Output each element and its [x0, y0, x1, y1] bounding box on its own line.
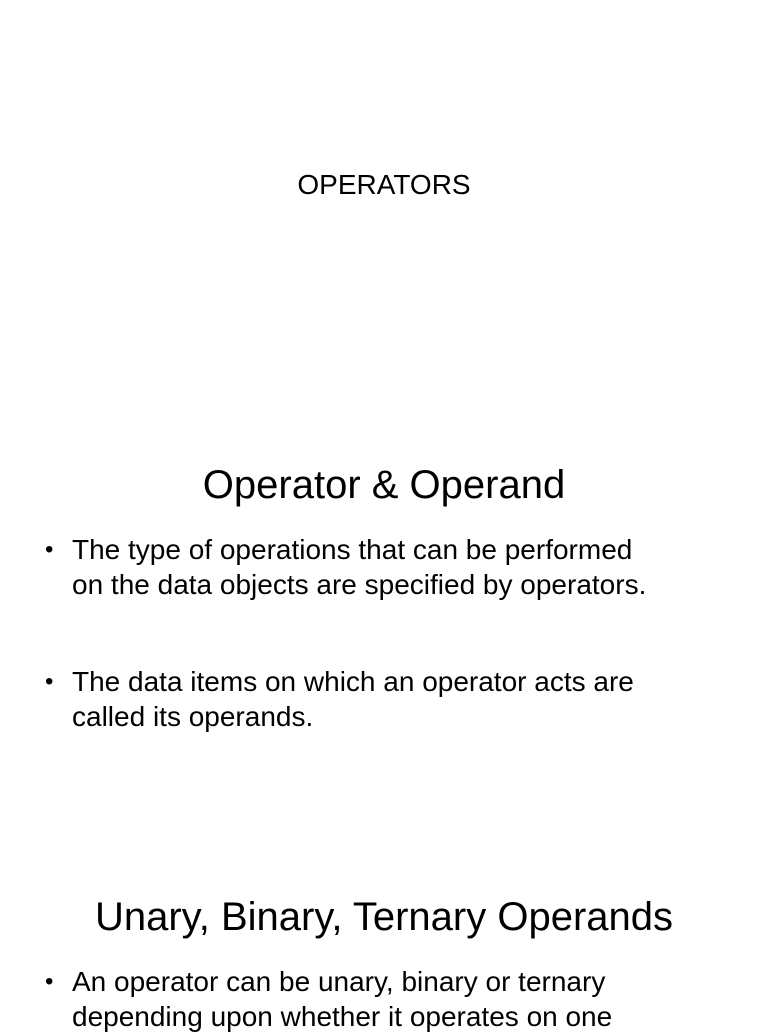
slide-3-heading: Unary, Binary, Ternary Operands	[94, 895, 674, 939]
slide-2-heading: Operator & Operand	[202, 463, 566, 507]
bullet-text: The type of operations that can be performed on the data objects are specified by operators.	[72, 534, 647, 600]
bullet-icon: •	[45, 536, 54, 563]
bullet-text: The data items on which an operator acts are called its operands.	[72, 666, 634, 732]
bullet-icon: •	[45, 968, 54, 995]
bullet-text: An operator can be unary, binary or ternary depending upon whether it operates on one	[72, 966, 613, 1032]
bullet-icon: •	[45, 668, 54, 695]
slide-1-title: OPERATORS	[297, 169, 471, 200]
